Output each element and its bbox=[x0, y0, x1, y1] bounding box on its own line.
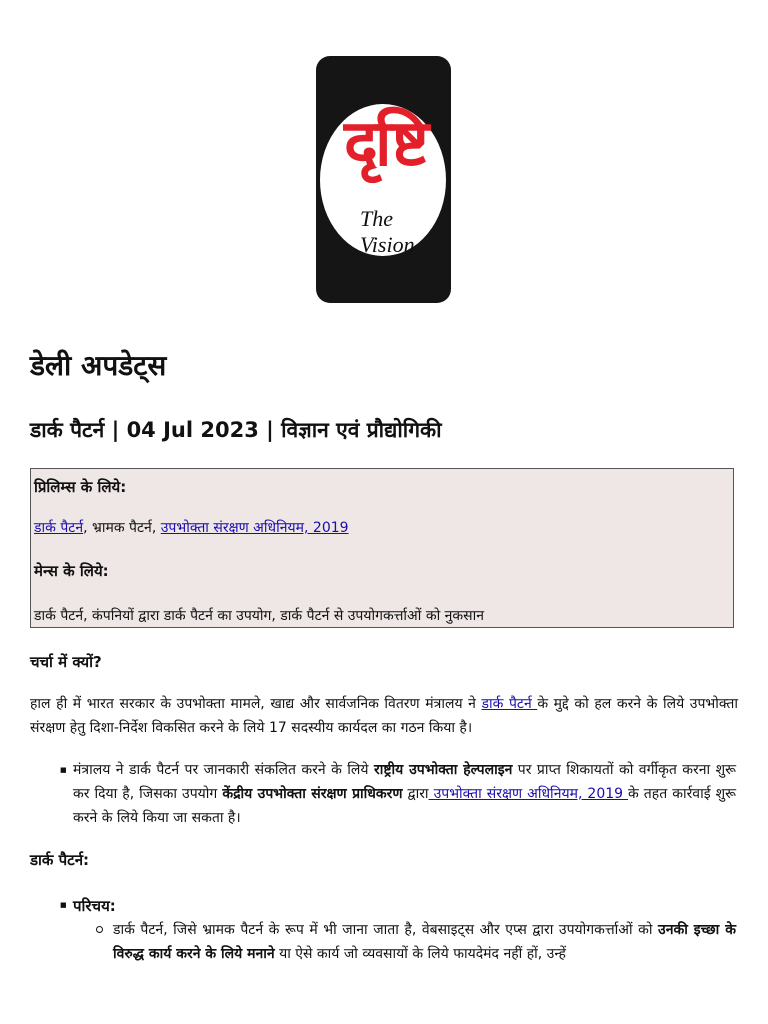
helpline-bold: राष्ट्रीय उपभोक्ता हेल्पलाइन bbox=[373, 762, 513, 778]
bullet-circle-icon bbox=[96, 926, 103, 933]
mains-label: मेन्स के लिये: bbox=[34, 562, 109, 580]
why-text-b: के मुद्दे को हल करने के लिये उपभोक्ता संरक्षण हेतु दिशा-निर्देश विकसित करने के लिये 17 सदस्यीय कार्यदल का गठन किया है। bbox=[30, 696, 738, 736]
intro-text-a: डार्क पैटर्न, जिसे भ्रामक पैटर्न के रूप में भी जाना जाता है, वेबसाइट्स और एप्स द्वारा उपयोगकर्त्ताओं को bbox=[113, 922, 659, 938]
consumer-act-link[interactable]: उपभोक्ता संरक्षण अधिनियम, 2019 bbox=[160, 520, 349, 536]
intro-subitem bbox=[113, 918, 736, 966]
syllabus-box bbox=[30, 468, 734, 628]
prelims-text: , भ्रामक पैटर्न, bbox=[83, 520, 161, 536]
bullet-text-d: के तहत कार्रवाई शुरू करने के लिये किया जा सकता है। bbox=[73, 786, 736, 826]
intro-text-b: या ऐसे कार्य जो व्यवसायों के लिये फायदेमंद नहीं हों, उन्हें bbox=[274, 946, 566, 962]
article-title: डार्क पैटर्न | 04 Jul 2023 | विज्ञान एवं प्रौद्योगिकी bbox=[30, 418, 442, 442]
why-paragraph bbox=[30, 692, 738, 740]
drishti-logo bbox=[316, 56, 451, 303]
bullet-item bbox=[73, 758, 736, 830]
prelims-label: प्रिलिम्स के लिये: bbox=[34, 478, 127, 496]
authority-bold: केंद्रीय उपभोक्ता संरक्षण प्राधिकरण bbox=[222, 786, 403, 802]
logo-wordmark: दृष्टि bbox=[344, 107, 426, 181]
bullet-square-icon: ■ bbox=[60, 766, 67, 774]
page-title: डेली अपडेट्स bbox=[30, 349, 167, 382]
why-heading: चर्चा में क्यों? bbox=[30, 653, 102, 671]
bullet-text-c: द्वारा bbox=[402, 786, 429, 802]
intro-label: परिचय: bbox=[73, 897, 116, 915]
dark-pattern-heading: डार्क पैटर्न: bbox=[30, 851, 90, 869]
consumer-act-inline-link[interactable]: उपभोक्ता संरक्षण अधिनियम, 2019 bbox=[428, 786, 629, 802]
bullet-text-a: मंत्रालय ने डार्क पैटर्न पर जानकारी संकलित करने के लिये bbox=[73, 762, 374, 778]
intro-bold: उनकी इच्छा के विरुद्ध कार्य करने के लिये मनाने bbox=[113, 922, 736, 962]
bullet-square-icon: ■ bbox=[60, 901, 67, 909]
mains-topics: डार्क पैटर्न, कंपनियों द्वारा डार्क पैटर्न का उपयोग, डार्क पैटर्न से उपयोगकर्त्ताओं को नुकसान bbox=[34, 608, 485, 624]
bullet-text-b: पर प्राप्त शिकायतों को वर्गीकृत करना शुरू कर दिया है, जिसका उपयोग bbox=[73, 762, 736, 802]
prelims-topics bbox=[34, 518, 349, 537]
dark-pattern-link[interactable]: डार्क पैटर्न bbox=[34, 520, 84, 536]
why-text-a: हाल ही में भारत सरकार के उपभोक्ता मामले, खाद्य और सार्वजनिक वितरण मंत्रालय ने bbox=[30, 696, 482, 712]
logo-tagline: The Vision bbox=[360, 206, 415, 257]
dark-pattern-inline-link[interactable]: डार्क पैटर्न bbox=[481, 696, 538, 712]
